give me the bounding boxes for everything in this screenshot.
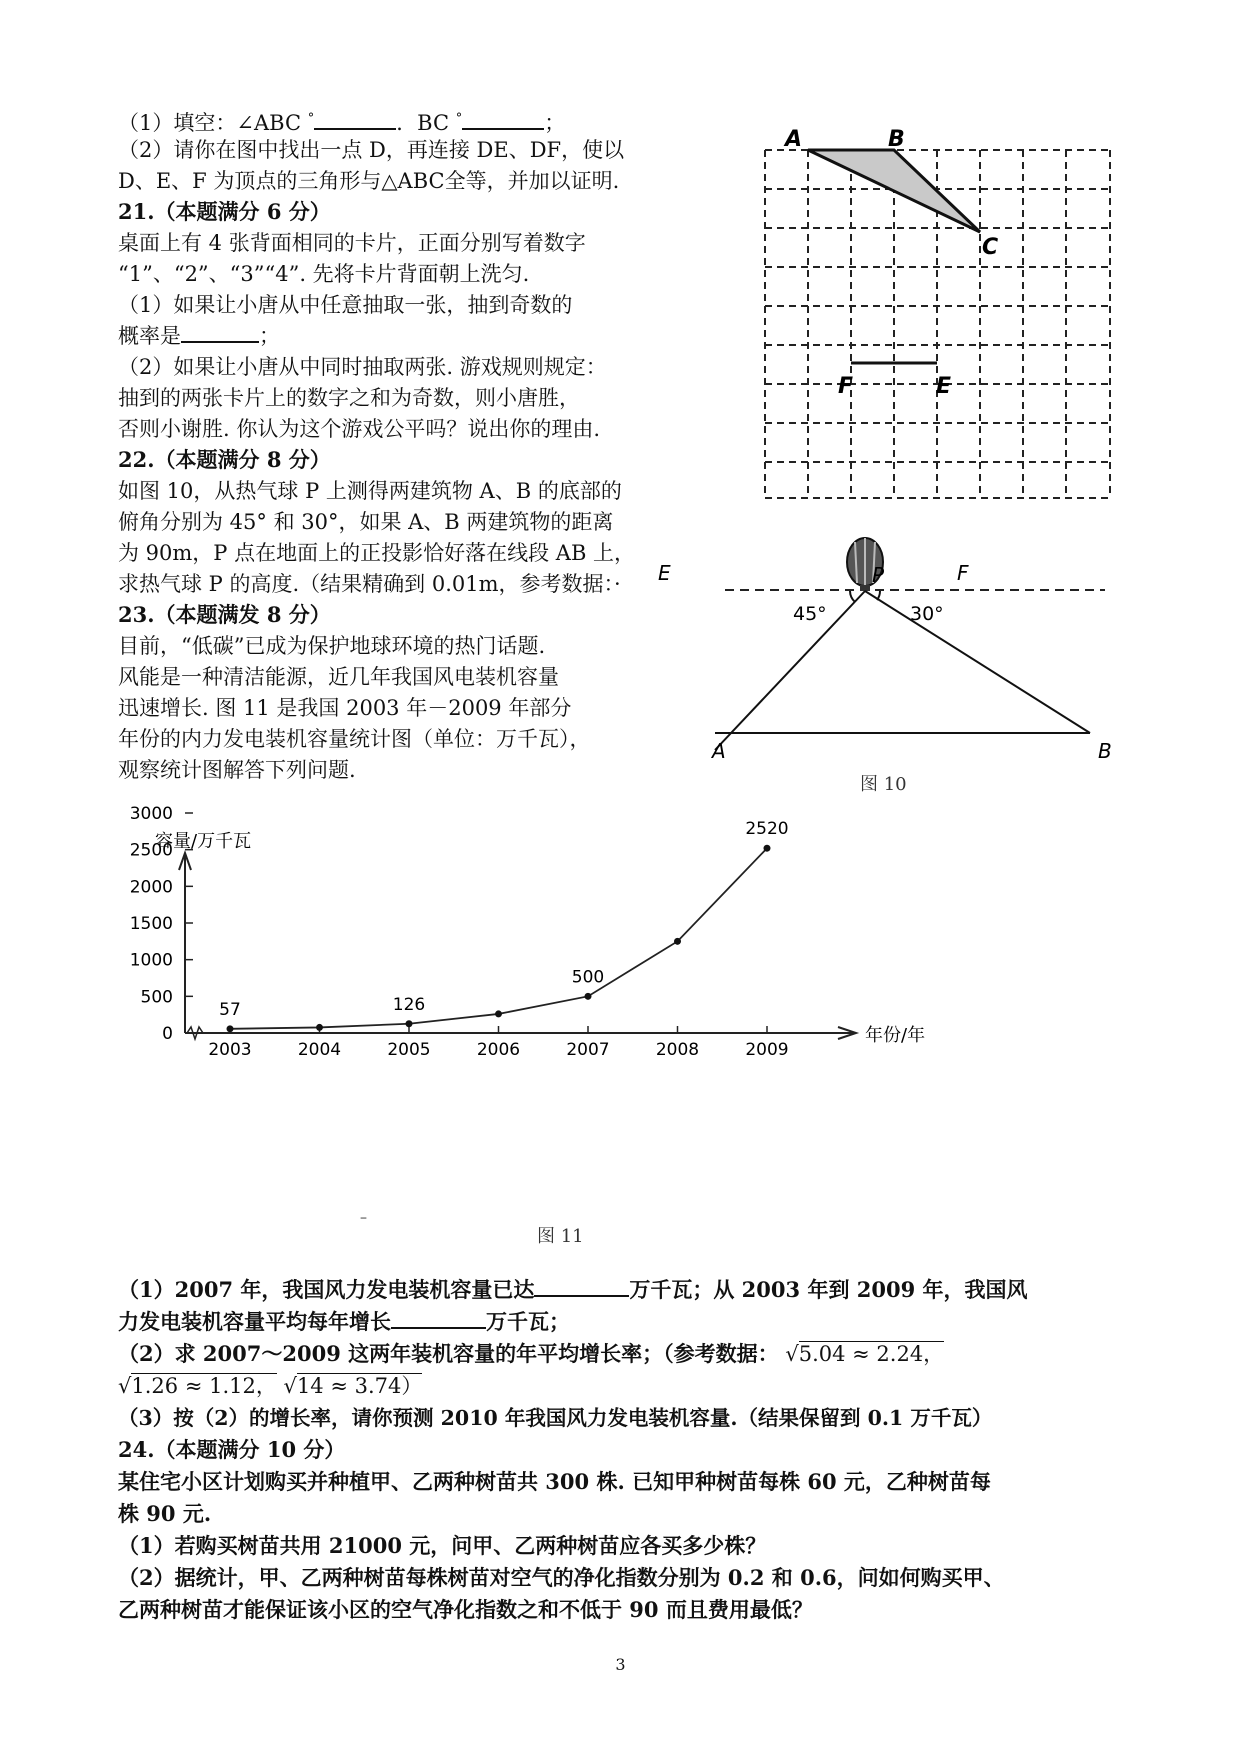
q22-heading: 22.（本题满分 8 分）	[118, 447, 331, 472]
q22-text: 如图 10，从热气球 P 上测得两建筑物 A、B 的底部的	[118, 479, 622, 503]
sqrt-symbol: √	[283, 1374, 297, 1398]
data-label: 126	[392, 994, 426, 1015]
q24-part2-cont: 乙两种树苗才能保证该小区的空气净化指数之和不低于 90 而且费用最低？	[118, 1597, 813, 1622]
figure-11-chart	[129, 804, 1000, 1190]
label-e: E	[658, 561, 671, 585]
data-label: 2520	[745, 819, 789, 840]
point-label-b: B	[888, 127, 905, 152]
label-b: B	[1098, 739, 1112, 763]
q23-part1-cont: 力发电装机容量平均每年增长 万千瓦；	[118, 1309, 570, 1334]
data-label: 57	[219, 999, 241, 1020]
q23-part2-cont: √1.26 ≈ 1.12， √14 ≈ 3.74）	[118, 1374, 423, 1398]
q23-text: 观察统计图解答下列问题.	[118, 758, 356, 782]
q22-text: 为 90m，P 点在地面上的正投影恰好落在线段 AB 上，	[118, 541, 636, 565]
x-axis-label: 年份/年	[865, 1025, 926, 1046]
data-point	[585, 993, 592, 1000]
stray-dash: –	[360, 1210, 367, 1226]
q22-text: 求热气球 P 的高度.（结果精确到 0.01m，参考数据：·	[118, 572, 621, 596]
point-label-a: A	[785, 127, 803, 152]
y-tick-label: 500	[140, 987, 173, 1008]
q23-part3: （3）按（2）的增长率，请你预测 2010 年我国风力发电装机容量.（结果保留到 0.1 万千瓦）	[118, 1406, 993, 1430]
q21-part1-answer: 概率是 ；	[118, 321, 280, 351]
answer-blank[interactable]	[534, 1275, 629, 1297]
q23-part2: （2）求 2007～2009 这两年装机容量的年平均增长率；（参考数据： √5.04 ≈ 2.24，	[118, 1341, 945, 1366]
figure-11-caption: 图 11	[537, 1226, 584, 1247]
y-tick-label: 1000	[129, 950, 173, 971]
label-f: F	[957, 561, 969, 585]
q23-part1: （1）2007 年，我国风力发电装机容量已达 万千瓦；从 2003 年到 2009 年，我国风	[118, 1277, 1028, 1302]
q20-part2-line2: D、E、F 为顶点的三角形与△ABC全等，并加以证明.	[118, 169, 620, 193]
label-a: A	[712, 739, 726, 763]
q23-text: 风能是一种清洁能源，近几年我国风电装机容量	[118, 665, 559, 689]
y-tick-label: 2000	[129, 877, 173, 898]
label-angle-45: 45°	[793, 603, 827, 625]
degree-mark: °	[307, 111, 315, 126]
q23-text: 年份的内力发电装机容量统计图（单位：万千瓦），	[118, 727, 591, 751]
x-tick-label: 2003	[208, 1040, 252, 1060]
q21-part1: （1）如果让小唐从中任意抽取一张，抽到奇数的	[118, 293, 573, 317]
answer-blank[interactable]	[391, 1307, 486, 1329]
q20-part2-line1: （2）请你在图中找出一点 D，再连接 DE、DF，使以	[118, 138, 625, 162]
series-line	[230, 848, 767, 1029]
q21-text: 否则小谢胜. 你认为这个游戏公平吗？说出你的理由.	[118, 417, 601, 441]
angle-arc-left	[850, 591, 855, 602]
data-label: 500	[571, 967, 605, 988]
point-label-f: F	[838, 374, 854, 399]
x-tick-label: 2004	[297, 1040, 342, 1060]
q22-text: 俯角分别为 45° 和 30°，如果 A、B 两建筑物的距离	[118, 510, 614, 534]
data-point	[674, 938, 681, 945]
x-tick-label: 2006	[476, 1040, 521, 1060]
segment-pa	[715, 591, 865, 750]
data-point	[495, 1010, 502, 1017]
q21-heading: 21.（本题满分 6 分）	[118, 199, 331, 224]
y-tick-label: 3000	[129, 804, 173, 824]
q24-text: 某住宅小区计划购买并种植甲、乙两种树苗共 300 株. 已知甲种树苗每株 60 元，乙种树苗每	[118, 1469, 991, 1494]
q23-heading: 23.（本题满发 8 分）	[118, 602, 331, 627]
q21-text: 抽到的两张卡片上的数字之和为奇数，则小唐胜，	[118, 386, 580, 410]
grid-figure	[760, 128, 1130, 508]
x-tick-label: 2009	[745, 1040, 789, 1060]
q23-text: 迅速增长. 图 11 是我国 2003 年－2009 年部分	[118, 696, 572, 720]
figure-10	[658, 520, 1120, 763]
data-point	[406, 1020, 413, 1027]
x-tick-label: 2005	[387, 1040, 431, 1060]
answer-blank[interactable]	[462, 108, 544, 130]
answer-blank[interactable]	[314, 108, 396, 130]
y-axis-label: 容量/万千瓦	[155, 831, 252, 852]
data-point	[227, 1025, 234, 1032]
x-tick-label: 2007	[566, 1040, 610, 1060]
q21-text: “1”、“2”、“3”“4”. 先将卡片背面朝上洗匀.	[118, 262, 530, 286]
q21-part2: （2）如果让小唐从中同时抽取两张. 游戏规则规定：	[118, 355, 607, 379]
q24-text: 株 90 元.	[118, 1501, 212, 1526]
q24-part2: （2）据统计，甲、乙两种树苗每株树苗对空气的净化指数分别为 0.2 和 0.6，问如何购买甲、	[118, 1565, 1005, 1590]
data-point	[764, 845, 771, 852]
y-tick-label: 0	[162, 1024, 173, 1044]
label-angle-30: 30°	[910, 603, 944, 625]
data-point	[316, 1024, 323, 1031]
answer-blank[interactable]	[181, 321, 259, 343]
q21-text: 桌面上有 4 张背面相同的卡片，正面分别写着数字	[118, 231, 586, 255]
sqrt-symbol: √	[118, 1374, 132, 1398]
figure-10-caption: 图 10	[860, 774, 907, 795]
x-tick-label: 2008	[655, 1040, 700, 1060]
y-tick-label: 2500	[129, 840, 173, 861]
degree-mark: °	[455, 111, 463, 126]
sqrt-symbol: √	[785, 1342, 799, 1366]
angle-arc-right	[877, 591, 880, 600]
point-label-c: C	[982, 235, 999, 260]
q20-part1: （1）填空：∠ABC ° ．BC ° ；	[118, 104, 565, 138]
point-label-e: E	[936, 374, 952, 399]
segment-pb	[865, 591, 1090, 733]
q24-part1: （1）若购买树苗共用 21000 元，问甲、乙两种树苗应各买多少株？	[118, 1533, 767, 1558]
label-p: P	[872, 563, 885, 587]
q23-text: 目前，“低碳”已成为保护地球环境的热门话题.	[118, 634, 546, 658]
q24-heading: 24.（本题满分 10 分）	[118, 1437, 346, 1462]
page-number: 3	[615, 1655, 626, 1674]
y-tick-label: 1500	[129, 914, 173, 934]
